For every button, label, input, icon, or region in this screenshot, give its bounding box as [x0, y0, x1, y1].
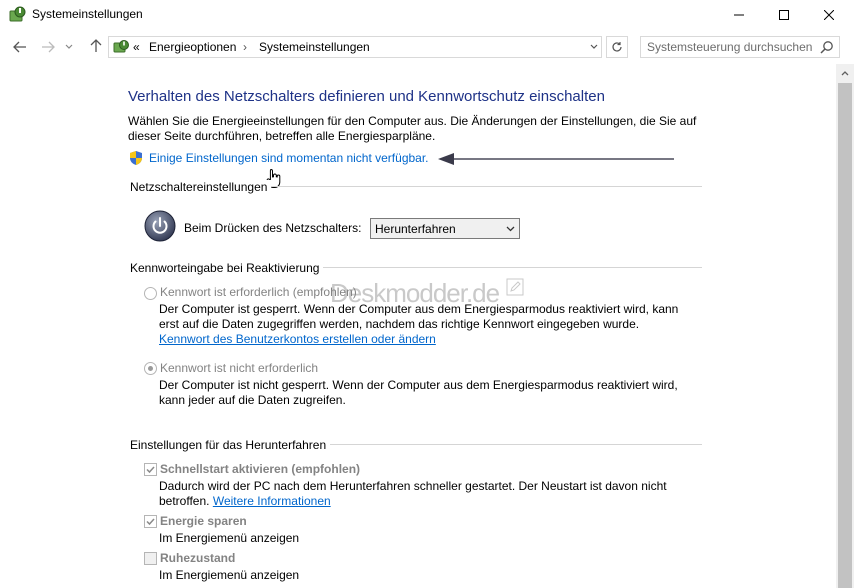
search-box[interactable] — [640, 36, 840, 58]
arrow-right-icon — [41, 41, 55, 53]
checkbox-sleep[interactable] — [144, 515, 157, 528]
refresh-icon — [611, 41, 623, 53]
chevron-down-icon — [506, 226, 515, 232]
maximize-button[interactable] — [761, 0, 807, 30]
unavailable-settings-link[interactable] — [128, 150, 429, 166]
minimize-button[interactable] — [716, 0, 762, 30]
watermark-pen-icon — [506, 278, 524, 296]
title-bar — [0, 0, 854, 30]
recent-locations-button[interactable] — [62, 38, 76, 56]
window-title: Systemeinstellungen — [32, 7, 143, 21]
hibernate-desc: Im Energiemenü anzeigen — [159, 568, 300, 582]
fast-startup-desc-text: Dadurch wird der PC nach dem Herunterfahren schneller gestartet. Der Neustart ist davon nicht betroffen. — [159, 479, 667, 508]
close-icon — [824, 10, 834, 20]
search-input[interactable] — [641, 37, 816, 57]
breadcrumb-energieoptionen[interactable]: Energieoptionen — [149, 40, 237, 54]
refresh-button[interactable] — [606, 36, 628, 58]
hibernate-title: Ruhezustand — [160, 551, 236, 565]
watermark-text: Deskmodder.de — [330, 278, 500, 308]
create-password-link[interactable]: Kennwort des Benutzerkontos erstellen oder ändern — [159, 332, 436, 346]
scroll-thumb[interactable] — [838, 83, 852, 588]
radio-password-required[interactable] — [144, 287, 157, 300]
chevron-down-icon — [590, 44, 598, 50]
checkmark-icon — [145, 516, 156, 527]
search-icon[interactable] — [820, 40, 834, 54]
breadcrumb-systemeinstellungen[interactable]: Systemeinstellungen — [259, 40, 370, 54]
option-password-required-desc-text: Der Computer ist gesperrt. Wenn der Computer aus dem Energiesparmodus reaktiviert wird, kann erst auf die Daten zugegriffen werden, nachdem das richtige Kennwort eingegeben wurde. — [159, 302, 679, 331]
annotation-arrow-icon — [436, 152, 676, 166]
sleep-desc: Im Energiemenü anzeigen — [159, 531, 300, 545]
power-button-icon — [144, 210, 176, 242]
checkbox-fast-startup[interactable] — [144, 463, 157, 476]
chevron-up-icon — [841, 70, 849, 76]
minimize-icon — [734, 10, 744, 20]
breadcrumb-separator[interactable]: › — [243, 40, 247, 54]
power-options-app-icon — [8, 6, 26, 24]
checkbox-hibernate[interactable] — [144, 552, 157, 565]
scroll-up-button[interactable] — [836, 64, 854, 81]
radio-selected-dot — [148, 366, 153, 371]
checkmark-icon — [145, 464, 156, 475]
uac-shield-icon — [128, 150, 144, 166]
arrow-left-icon — [13, 41, 27, 53]
chevron-down-icon — [65, 44, 73, 50]
more-info-link[interactable]: Weitere Informationen — [212, 494, 331, 508]
maximize-icon — [779, 10, 789, 20]
power-button-label: Beim Drücken des Netzschalters: — [184, 221, 362, 235]
section-label-shutdown: Einstellungen für das Herunterfahren — [130, 438, 330, 452]
option-password-required-title: Kennwort ist erforderlich (empfohlen) — [160, 285, 357, 299]
forward-button[interactable] — [38, 38, 58, 56]
radio-password-not-required[interactable] — [144, 362, 157, 375]
power-button-action-value: Herunterfahren — [375, 221, 456, 236]
vertical-scrollbar[interactable] — [836, 64, 854, 588]
back-button[interactable] — [10, 38, 30, 56]
option-password-not-required-desc: Der Computer ist nicht gesperrt. Wenn der Computer aus dem Energiesparmodus reaktiviert wird, kann jeder auf die Daten zugreifen. — [159, 378, 678, 407]
page-title: Verhalten des Netzschalters definieren und Kennwortschutz einschalten — [128, 88, 605, 105]
option-password-required-desc — [159, 302, 679, 347]
sleep-title: Energie sparen — [160, 514, 247, 528]
address-bar[interactable] — [108, 36, 602, 58]
arrow-up-icon — [90, 39, 102, 53]
breadcrumb-overflow[interactable]: « — [133, 40, 140, 54]
content-area — [0, 64, 836, 588]
fast-startup-title: Schnellstart aktivieren (empfohlen) — [160, 462, 361, 476]
unavailable-settings-link-text[interactable]: Einige Einstellungen sind momentan nicht verfügbar. — [149, 151, 429, 165]
power-button-action-select[interactable] — [370, 218, 520, 239]
close-button[interactable] — [806, 0, 852, 30]
section-label-password: Kennworteingabe bei Reaktivierung — [130, 261, 323, 275]
option-password-not-required-title: Kennwort ist nicht erforderlich — [160, 361, 319, 375]
control-panel-icon — [113, 39, 130, 56]
intro-text: Wählen Sie die Energieeinstellungen für den Computer aus. Die Änderungen der Einstellungen, die Sie auf dieser Seite durchführen, betreffen alle Energiesparpläne. — [128, 114, 697, 143]
up-button[interactable] — [86, 37, 106, 55]
section-label-power: Netzschaltereinstellungen — [130, 180, 271, 194]
fast-startup-desc — [159, 479, 679, 509]
address-dropdown-button[interactable] — [584, 36, 604, 58]
